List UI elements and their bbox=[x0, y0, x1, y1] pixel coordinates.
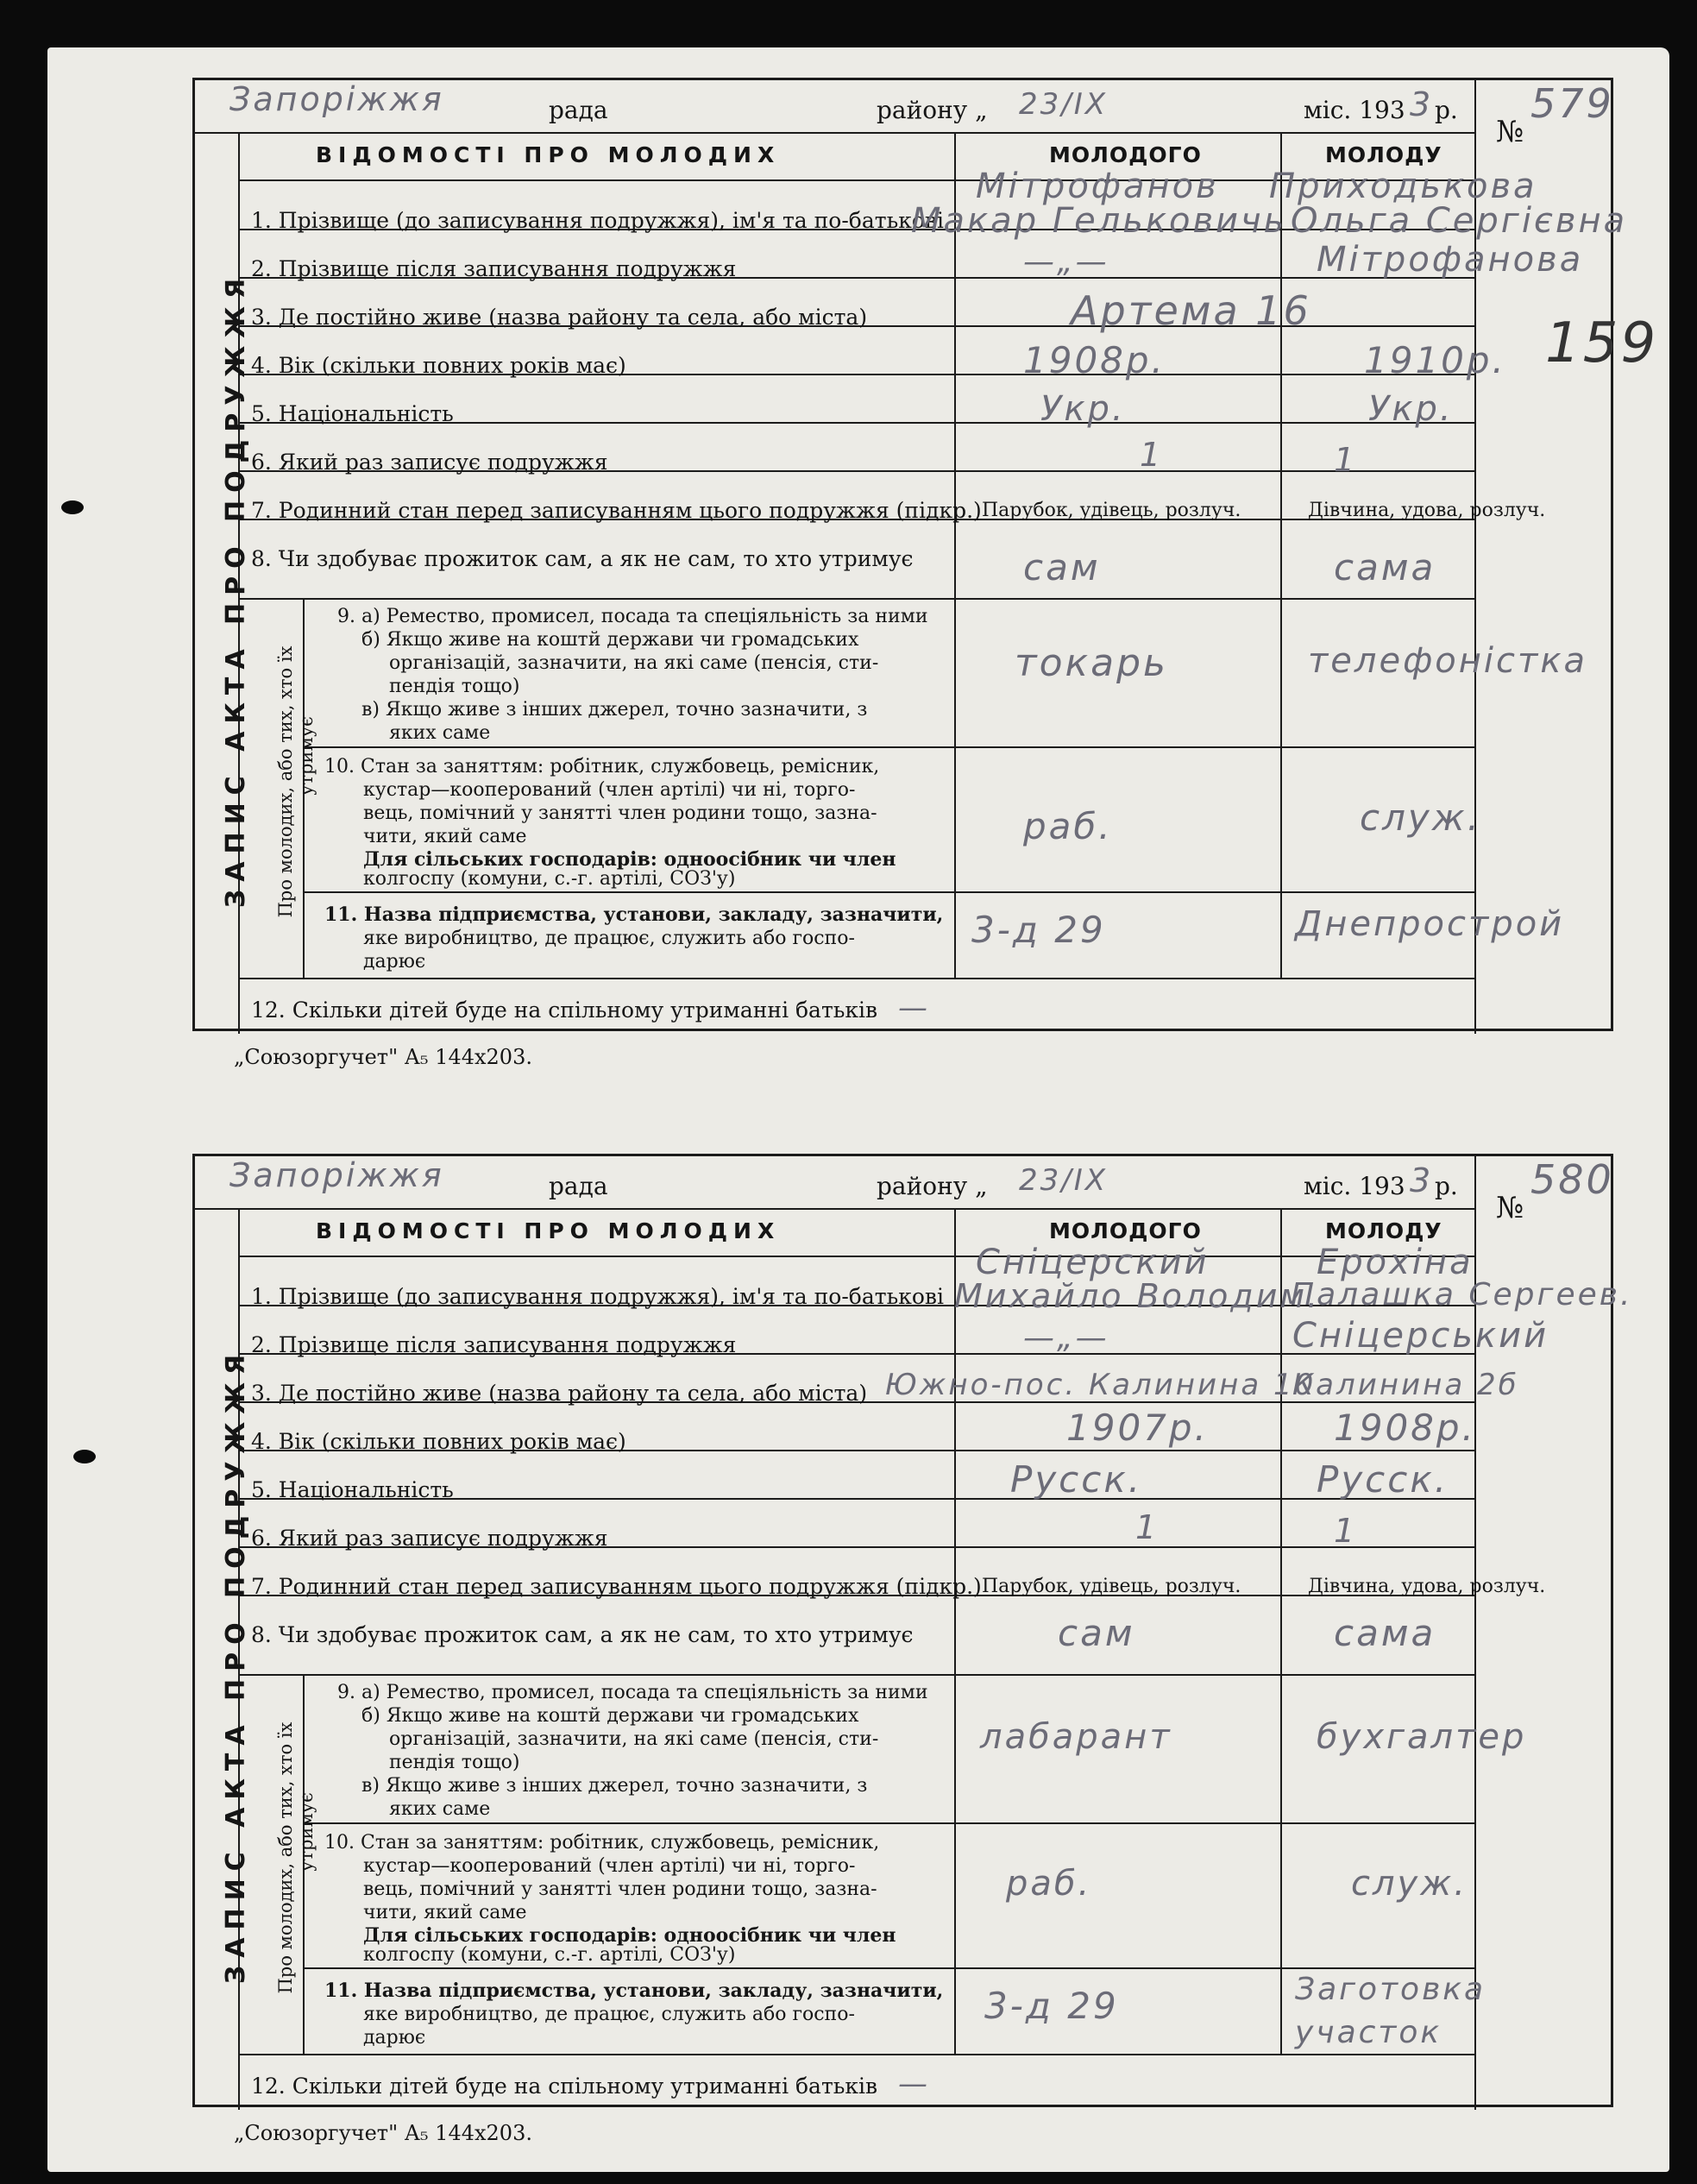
hand-children: — bbox=[898, 991, 930, 1025]
hand-groom-surname: Мітрофанов bbox=[976, 167, 1219, 206]
row-3-label: 3. Де постійно живе (назва району та села, або міста) bbox=[251, 305, 868, 330]
hand-bride-times: 1 bbox=[1334, 441, 1358, 479]
q9c-1: в) Якщо живе з інших джерел, точно зазначити, з bbox=[361, 1775, 868, 1797]
side-sub2: утримує bbox=[296, 716, 317, 796]
q9a: 9. а) Ремество, промисел, посада та спеціяльність за ними bbox=[337, 1682, 928, 1703]
hand-bride-work-1: Заготовка bbox=[1295, 1972, 1486, 2007]
hand-groom-work: 3-д 29 bbox=[971, 909, 1106, 951]
q10-3: вець, помічний у занятті член родини тощо, зазна- bbox=[363, 1879, 877, 1900]
row-2-label: 2. Прізвище після записування подружжя bbox=[251, 1332, 737, 1357]
hand-groom-times: 1 bbox=[1140, 436, 1164, 474]
row-5-label: 5. Національність bbox=[251, 1477, 454, 1502]
q9b-1: б) Якщо живе на коштй держави чи громадських bbox=[361, 1705, 859, 1727]
row-3-label: 3. Де постійно живе (назва району та села, або міста) bbox=[251, 1381, 868, 1406]
hand-bride-prof: бухгалтер bbox=[1317, 1717, 1527, 1757]
hand-bride-surname-after: Сніцерський bbox=[1292, 1316, 1549, 1356]
header-bride: МОЛОДУ bbox=[1325, 142, 1442, 167]
q9c-2: яких саме bbox=[389, 722, 491, 744]
q10-5: Для сільських господарів: одноосібник чи член bbox=[363, 1924, 896, 1947]
side-sub1: Про молодих, або тих, хто їх bbox=[275, 645, 296, 918]
hand-groom-nat: Русск. bbox=[1010, 1458, 1143, 1501]
r-label: р. bbox=[1435, 96, 1458, 124]
footer-print: „Союзоргучет" А₅ 144х203. bbox=[234, 2121, 532, 2145]
row-7-label: 7. Родинний стан перед записуванням цього подружжя (підкр.) bbox=[251, 498, 982, 523]
header-bride: МОЛОДУ bbox=[1325, 1218, 1442, 1243]
row-1-label: 1. Прізвище (до записування подружжя), ім'я та по-батькові bbox=[251, 208, 944, 233]
q9c-1: в) Якщо живе з інших джерел, точно зазначити, з bbox=[361, 699, 868, 721]
q10-6: колгоспу (комуни, с.-г. артілі, СОЗ'у) bbox=[363, 868, 736, 890]
hand-bride-work: Днепрострой bbox=[1295, 904, 1565, 944]
q11-3: дарює bbox=[363, 951, 426, 972]
hand-groom-surname: Сніцерский bbox=[976, 1243, 1210, 1282]
hand-bride-name: Палашка Сергеев. bbox=[1291, 1277, 1633, 1312]
hand-bride-nat: Укр. bbox=[1368, 389, 1454, 429]
q11-1: 11. Назва підприємства, установи, закладу, зазначити, bbox=[324, 903, 944, 926]
hand-address: Южно-пос. Калинина 10 bbox=[885, 1368, 1317, 1402]
hand-bride-age: 1908р. bbox=[1334, 1407, 1476, 1449]
q9b-2: організацій, зазначити, на які саме (пенсія, сти- bbox=[389, 652, 879, 674]
footer-print: „Союзоргучет" А₅ 144х203. bbox=[234, 1045, 532, 1069]
hand-groom-prof: лабарант bbox=[980, 1717, 1172, 1757]
no-label: № bbox=[1496, 115, 1524, 149]
hand-raion: 23/ІХ bbox=[1019, 87, 1109, 122]
hand-year: 3 bbox=[1410, 1161, 1434, 1199]
side-sub1: Про молодих, або тих, хто їх bbox=[275, 1721, 296, 1994]
q10-1: 10. Стан за заняттям: робітник, службовець, ремісник, bbox=[324, 756, 880, 777]
hand-groom-status: раб. bbox=[1006, 1864, 1092, 1904]
row-4-label: 4. Вік (скільки повних років має) bbox=[251, 353, 626, 378]
hand-bride-nat: Русск. bbox=[1317, 1458, 1449, 1501]
hand-raion: 23/ІХ bbox=[1019, 1163, 1109, 1198]
q11-2: яке виробництво, де працює, служить або госпо- bbox=[363, 2004, 855, 2025]
hand-margin-number: 159 bbox=[1545, 312, 1659, 375]
hand-groom-nat: Укр. bbox=[1040, 389, 1126, 429]
hand-bride-support: сама bbox=[1334, 546, 1436, 588]
hand-bride-status: служ. bbox=[1360, 796, 1481, 839]
raion-label: району „ bbox=[877, 1172, 988, 1200]
punch-hole bbox=[61, 500, 84, 514]
q12: 12. Скільки дітей буде на спільному утриманні батьків bbox=[251, 2074, 878, 2099]
hand-groom-surname-after: —„— bbox=[1023, 244, 1109, 280]
row-8-label: 8. Чи здобуває прожиток сам, а як не сам, то хто утримує bbox=[251, 546, 914, 571]
hand-groom-status: раб. bbox=[1023, 805, 1113, 847]
hand-number: 579 bbox=[1530, 80, 1614, 127]
hand-groom-support: сам bbox=[1058, 1612, 1135, 1654]
marriage-record-form-580 bbox=[192, 1154, 1633, 2145]
q9c-2: яких саме bbox=[389, 1798, 491, 1820]
q10-1: 10. Стан за заняттям: робітник, службовець, ремісник, bbox=[324, 1832, 880, 1854]
hand-bride-work-2: участок bbox=[1295, 2015, 1442, 2050]
row-7-bride-options: Дівчина, удова, розлуч. bbox=[1308, 1576, 1546, 1597]
row-7-groom-options: Парубок, удівець, розлуч. bbox=[982, 1576, 1241, 1597]
q10-3: вець, помічний у занятті член родини тощо, зазна- bbox=[363, 802, 877, 824]
marriage-record-form-579 bbox=[192, 78, 1659, 1069]
hand-bride-support: сама bbox=[1334, 1612, 1436, 1654]
mis-label: міс. 193 bbox=[1304, 1172, 1405, 1200]
hand-year: 3 bbox=[1410, 85, 1434, 123]
header-groom: МОЛОДОГО bbox=[1049, 142, 1202, 167]
side-sub2: утримує bbox=[296, 1792, 317, 1872]
row-7-groom-options: Парубок, удівець, розлуч. bbox=[982, 500, 1241, 521]
hand-groom-work: 3-д 29 bbox=[984, 1985, 1119, 2027]
hand-bride-surname: Приходькова bbox=[1269, 167, 1537, 206]
hand-bride-name: Ольга Сергієвна bbox=[1291, 201, 1628, 241]
q10-4: чити, який саме bbox=[363, 1902, 527, 1923]
hand-groom-times: 1 bbox=[1135, 1508, 1160, 1546]
q10-4: чити, який саме bbox=[363, 826, 527, 847]
hand-children: — bbox=[898, 2067, 930, 2101]
q9b-3: пендія тощо) bbox=[389, 676, 520, 697]
row-5-label: 5. Національність bbox=[251, 401, 454, 426]
q11-1: 11. Назва підприємства, установи, закладу, зазначити, bbox=[324, 1979, 944, 2002]
row-8-label: 8. Чи здобуває прожиток сам, а як не сам, то хто утримує bbox=[251, 1622, 914, 1647]
row-6-label: 6. Який раз записує подружжя bbox=[251, 1526, 608, 1551]
q11-3: дарює bbox=[363, 2027, 426, 2049]
hand-groom-surname-after: —„— bbox=[1023, 1320, 1109, 1356]
mis-label: міс. 193 bbox=[1304, 96, 1405, 124]
hand-bride-times: 1 bbox=[1334, 1512, 1358, 1550]
q9b-1: б) Якщо живе на коштй держави чи громадських bbox=[361, 629, 859, 651]
row-2-label: 2. Прізвище після записування подружжя bbox=[251, 256, 737, 281]
row-7-label: 7. Родинний стан перед записуванням цього подружжя (підкр.) bbox=[251, 1574, 982, 1599]
q11-2: яке виробництво, де працює, служить або госпо- bbox=[363, 928, 855, 949]
side-title: ЗАПИС АКТА ПРО ПОДРУЖЖЯ bbox=[221, 270, 251, 909]
q10-5: Для сільських господарів: одноосібник чи член bbox=[363, 848, 896, 871]
q10-2: кустар—кооперований (член артілі) чи ні, торго- bbox=[363, 779, 856, 801]
hand-place: Запоріжжя bbox=[229, 1156, 444, 1194]
hand-bride-prof: телефоністка bbox=[1308, 641, 1587, 681]
row-6-label: 6. Який раз записує подружжя bbox=[251, 450, 608, 475]
header-title: ВІДОМОСТІ ПРО МОЛОДИХ bbox=[316, 1218, 781, 1243]
hand-address-bride: Калинина 2б bbox=[1292, 1368, 1519, 1402]
raion-label: району „ bbox=[877, 96, 988, 124]
q10-6: колгоспу (комуни, с.-г. артілі, СОЗ'у) bbox=[363, 1944, 736, 1966]
hand-groom-name: Макар Гельковичь bbox=[911, 201, 1287, 241]
hand-address: Артема 16 bbox=[1071, 287, 1311, 334]
q9b-3: пендія тощо) bbox=[389, 1752, 520, 1773]
q9b-2: організацій, зазначити, на які саме (пенсія, сти- bbox=[389, 1728, 879, 1750]
hand-bride-status: служ. bbox=[1351, 1864, 1468, 1904]
q9a: 9. а) Ремество, промисел, посада та спеціяльність за ними bbox=[337, 606, 928, 627]
side-title: ЗАПИС АКТА ПРО ПОДРУЖЖЯ bbox=[221, 1346, 251, 1985]
rada-label: рада bbox=[549, 1172, 608, 1200]
punch-hole bbox=[73, 1450, 96, 1463]
hand-number: 580 bbox=[1530, 1156, 1614, 1203]
row-7-bride-options: Дівчина, удова, розлуч. bbox=[1308, 500, 1546, 521]
row-1-label: 1. Прізвище (до записування подружжя), ім'я та по-батькові bbox=[251, 1284, 944, 1309]
q12: 12. Скільки дітей буде на спільному утриманні батьків bbox=[251, 998, 878, 1023]
hand-bride-surname: Ерохіна bbox=[1317, 1243, 1474, 1282]
hand-bride-surname-after: Мітрофанова bbox=[1317, 240, 1584, 280]
hand-groom-age: 1908р. bbox=[1023, 339, 1166, 381]
hand-bride-age: 1910р. bbox=[1364, 339, 1506, 381]
q10-2: кустар—кооперований (член артілі) чи ні, торго- bbox=[363, 1855, 856, 1877]
no-label: № bbox=[1496, 1191, 1524, 1225]
row-4-label: 4. Вік (скільки повних років має) bbox=[251, 1429, 626, 1454]
header-groom: МОЛОДОГО bbox=[1049, 1218, 1202, 1243]
hand-groom-age: 1907р. bbox=[1066, 1407, 1209, 1449]
hand-groom-name: Михайло Володим. bbox=[954, 1277, 1321, 1315]
header-title: ВІДОМОСТІ ПРО МОЛОДИХ bbox=[316, 142, 781, 167]
hand-groom-support: сам bbox=[1023, 546, 1101, 588]
hand-groom-prof: токарь bbox=[1015, 641, 1168, 685]
rada-label: рада bbox=[549, 96, 608, 124]
hand-place: Запоріжжя bbox=[229, 80, 444, 118]
r-label: р. bbox=[1435, 1172, 1458, 1200]
